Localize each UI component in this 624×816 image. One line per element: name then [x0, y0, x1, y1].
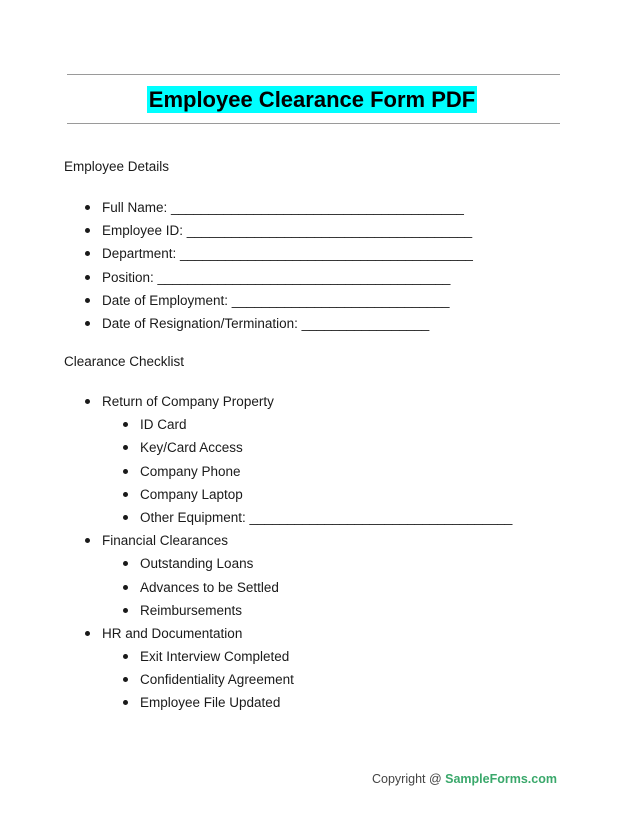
copyright-text: Copyright @	[372, 772, 446, 786]
bullet-icon	[85, 205, 90, 210]
bullet-icon	[123, 492, 128, 497]
bullet-icon	[123, 561, 128, 566]
bullet-icon	[85, 321, 90, 326]
bullet-icon	[123, 515, 128, 520]
top-divider	[67, 74, 560, 75]
bullet-icon	[123, 654, 128, 659]
bullet-icon	[123, 677, 128, 682]
bullet-icon	[85, 275, 90, 280]
bullet-icon	[123, 422, 128, 427]
item-advances: Advances to be Settled	[140, 579, 279, 595]
date-of-resignation-field[interactable]: Date of Resignation/Termination: _________________	[102, 315, 430, 331]
full-name-field[interactable]: Full Name: _______________________________________	[102, 200, 464, 215]
item-reimbursements: Reimbursements	[140, 602, 243, 618]
group-label-hr: HR and Documentation	[102, 625, 243, 641]
bullet-icon	[85, 399, 90, 404]
item-company-phone: Company Phone	[140, 463, 241, 479]
item-key-card-access: Key/Card Access	[140, 440, 243, 456]
item-other-equipment-field[interactable]: Other Equipment: ___________________________________	[140, 509, 513, 525]
item-outstanding-loans: Outstanding Loans	[140, 556, 254, 572]
bullet-icon	[123, 608, 128, 613]
bullet-icon	[123, 445, 128, 450]
bullet-icon	[123, 700, 128, 705]
department-field[interactable]: Department: _______________________________________	[102, 246, 473, 262]
item-confidentiality: Confidentiality Agreement	[140, 672, 294, 688]
item-employee-file: Employee File Updated	[140, 695, 281, 711]
group-label-financial: Financial Clearances	[102, 533, 229, 549]
item-company-laptop: Company Laptop	[140, 486, 243, 502]
position-field[interactable]: Position: _______________________________________	[102, 269, 451, 285]
bullet-icon	[123, 469, 128, 474]
employee-id-field[interactable]: Employee ID: ______________________________________	[102, 223, 473, 239]
page-title: Employee Clearance Form PDF	[148, 87, 476, 112]
bullet-icon	[85, 251, 90, 256]
bottom-divider	[67, 123, 560, 124]
bullet-icon	[123, 585, 128, 590]
group-label-property: Return of Company Property	[102, 394, 274, 409]
bullet-icon	[85, 538, 90, 543]
item-id-card: ID Card	[140, 417, 187, 433]
date-of-employment-field[interactable]: Date of Employment: _____________________________	[102, 292, 450, 308]
employee-details-heading: Employee Details	[64, 159, 170, 174]
clearance-checklist-heading: Clearance Checklist	[64, 354, 185, 369]
bullet-icon	[85, 631, 90, 636]
footer-copyright	[372, 772, 557, 786]
title-container	[0, 86, 624, 113]
brand-link[interactable]: SampleForms.com	[445, 772, 557, 786]
bullet-icon	[85, 228, 90, 233]
bullet-icon	[85, 298, 90, 303]
item-exit-interview: Exit Interview Completed	[140, 649, 290, 665]
